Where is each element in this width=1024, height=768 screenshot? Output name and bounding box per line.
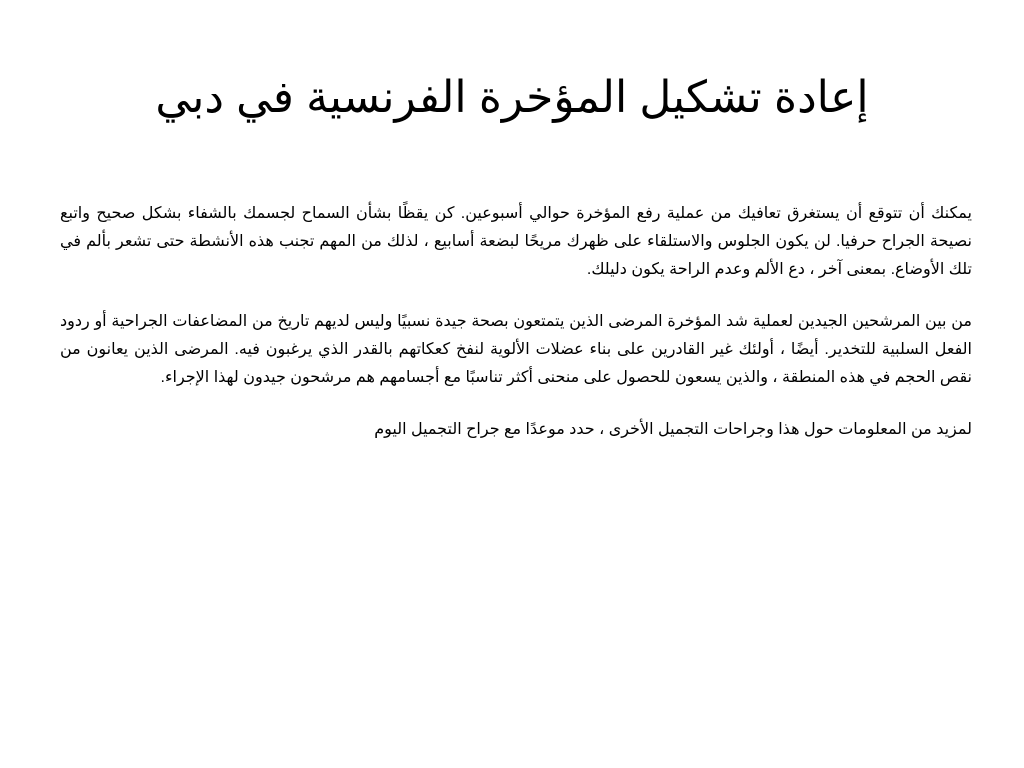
call-to-action-paragraph: لمزيد من المعلومات حول هذا وجراحات التجميل الأخرى ، حدد موعدًا مع جراح التجميل اليوم	[374, 421, 972, 438]
recovery-paragraph: يمكنك أن تتوقع أن يستغرق تعافيك من عملية رفع المؤخرة حوالي أسبوعين. كن يقظًا بشأن السماح لجسمك بالشفاء بشكل صحيح واتبع نصيحة الجراح حرفيا. لن يكون الجلوس والاستلقاء على ظهرك مريحًا لبضعة أسابيع ، لذلك من المهم تجنب هذه الأنشطة حتى تشعر بألم في تلك الأوضاع. بمعنى آخر ، دع الألم وعدم الراحة يكون دليلك.	[60, 205, 973, 278]
slide-body	[60, 200, 972, 468]
slide-title: إعادة تشكيل المؤخرة الفرنسية في دبي	[155, 73, 869, 122]
candidates-paragraph: من بين المرشحين الجيدين لعملية شد المؤخرة المرضى الذين يتمتعون بصحة جيدة نسبيًا وليس لديهم تاريخ من المضاعفات الجراحية أو ردود الفعل السلبية للتخدير. أيضًا ، أولئك غير القادرين على بناء عضلات الألوية لنفخ كعكاتهم بالقدر الذي يرغبون فيه. المرضى الذين يعانون من نقص الحجم في هذه المنطقة ، والذين يسعون للحصول على منحنى أكثر تناسبًا مع أجسامهم هم مرشحون جيدون لهذا الإجراء.	[60, 313, 973, 386]
